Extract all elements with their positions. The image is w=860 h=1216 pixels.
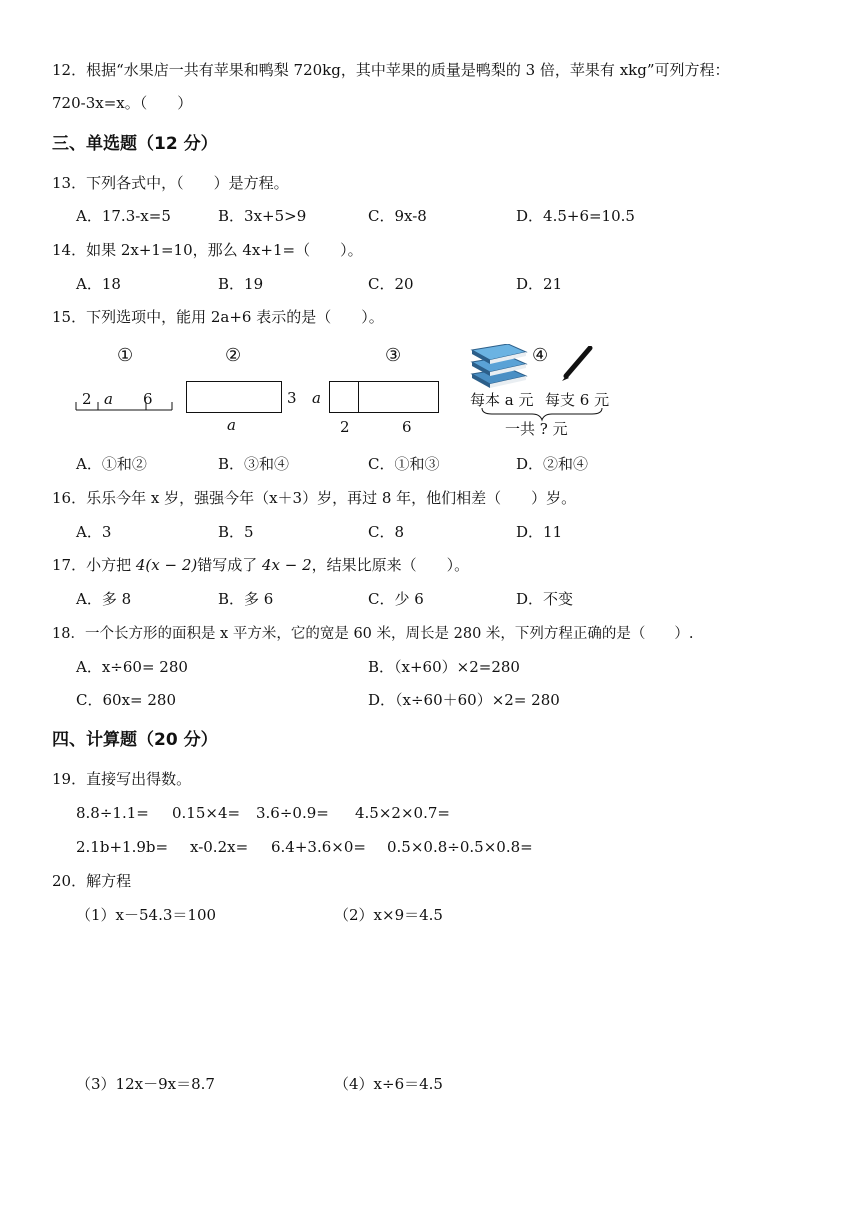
q13-stem: 13．下列各式中，（ ）是方程。: [52, 174, 289, 192]
figure3-large-rectangle: [358, 381, 439, 413]
figure2-rectangle: [186, 381, 282, 413]
q16-option-a[interactable]: A．3: [76, 523, 112, 541]
q14-option-c[interactable]: C．20: [368, 275, 414, 293]
figure1-label-a: a: [104, 390, 113, 408]
q16-option-b[interactable]: B．5: [218, 523, 254, 541]
q15-option-a[interactable]: A．①和②: [76, 455, 147, 473]
q14-option-b[interactable]: B．19: [218, 275, 264, 293]
q19-problem: 8.8÷1.1=: [76, 804, 149, 822]
figure3-label-2: 2: [340, 418, 350, 436]
q15-stem: 15．下列选项中，能用 2a+6 表示的是（ ）。: [52, 308, 384, 326]
q17-option-d[interactable]: D．不变: [516, 590, 574, 608]
figure3-number: ③: [385, 345, 402, 366]
q19-problem: 6.4+3.6×0=: [271, 838, 366, 856]
figure1-label-6: 6: [143, 390, 153, 408]
q20-equation-3: （3）12x－9x＝8.7: [76, 1075, 215, 1093]
q17-option-c[interactable]: C．少 6: [368, 590, 424, 608]
book-stack-icon: [468, 344, 532, 390]
figure4-book-price: 每本 a 元: [470, 391, 534, 409]
q18-option-b[interactable]: B．（x+60）×2=280: [368, 658, 520, 676]
figure4-total: 一共 ? 元: [505, 420, 568, 438]
figure1-label-2: 2: [82, 390, 92, 408]
q16-option-c[interactable]: C．8: [368, 523, 405, 541]
q19-problem: 0.15×4=: [172, 804, 241, 822]
figure4-pen-price: 每支 6 元: [545, 391, 610, 409]
q16-stem: 16．乐乐今年 x 岁，强强今年（x＋3）岁，再过 8 年，他们相差（ ）岁。: [52, 489, 577, 507]
q20-equation-4: （4）x÷6＝4.5: [334, 1075, 443, 1093]
q15-option-b[interactable]: B．③和④: [218, 455, 290, 473]
figure4-number: ④: [532, 345, 549, 366]
q19-problem: 2.1b+1.9b=: [76, 838, 169, 856]
q18-option-d[interactable]: D．（x÷60＋60）×2= 280: [368, 691, 560, 709]
figure1-number: ①: [117, 345, 134, 366]
q17-stem-part1: 17．小方把: [52, 556, 136, 574]
q17-expression-wrong: 4x − 2: [262, 556, 312, 574]
q19-problem: 4.5×2×0.7=: [355, 804, 450, 822]
q14-stem: 14．如果 2x+1=10，那么 4x+1=（ ）。: [52, 241, 363, 259]
pen-icon: [560, 346, 594, 382]
figure3-label-a: a: [312, 389, 321, 407]
q13-option-d[interactable]: D．4.5+6=10.5: [516, 207, 635, 225]
figure2-number: ②: [225, 345, 242, 366]
figure3-label-6: 6: [402, 418, 412, 436]
section4-title: 四、计算题（20 分）: [52, 730, 218, 750]
q13-option-a[interactable]: A．17.3-x=5: [76, 207, 171, 225]
q17-stem-part3: ，结果比原来（ ）。: [311, 556, 470, 574]
q13-option-c[interactable]: C．9x-8: [368, 207, 427, 225]
q12-line2: 720-3x=x。（ ）: [52, 94, 193, 112]
q12-line1: 12．根据“水果店一共有苹果和鸭梨 720kg，其中苹果的质量是鸭梨的 3 倍，苹果有 xkg”可列方程：: [52, 61, 730, 79]
q19-problem: 3.6÷0.9=: [256, 804, 329, 822]
section3-title: 三、单选题（12 分）: [52, 134, 218, 154]
q14-option-a[interactable]: A．18: [76, 275, 121, 293]
q18-option-a[interactable]: A．x÷60= 280: [76, 658, 188, 676]
q17-option-a[interactable]: A．多 8: [76, 590, 132, 608]
q14-option-d[interactable]: D．21: [516, 275, 563, 293]
q17-stem: [52, 555, 469, 575]
q18-option-c[interactable]: C．60x= 280: [76, 691, 176, 709]
q19-stem: 19．直接写出得数。: [52, 770, 192, 788]
q19-problem: x-0.2x=: [190, 838, 249, 856]
q16-option-d[interactable]: D．11: [516, 523, 563, 541]
q19-problem: 0.5×0.8÷0.5×0.8=: [387, 838, 533, 856]
q20-equation-1: （1）x－54.3＝100: [76, 906, 217, 924]
q17-option-b[interactable]: B．多 6: [218, 590, 274, 608]
q18-stem: 18．一个长方形的面积是 x 平方米，它的宽是 60 米，周长是 280 米，下列方程正确的是（ ）.: [52, 626, 694, 642]
figure2-label-3: 3: [287, 389, 297, 407]
q20-stem: 20．解方程: [52, 872, 132, 890]
q15-option-d[interactable]: D．②和④: [516, 455, 589, 473]
q17-stem-part2: 错写成了: [197, 556, 262, 574]
q20-equation-2: （2）x×9＝4.5: [334, 906, 443, 924]
q17-expression-original: 4(x − 2): [135, 556, 198, 574]
q13-option-b[interactable]: B．3x+5>9: [218, 207, 307, 225]
figure3-small-rectangle: [329, 381, 359, 413]
figure2-label-a: a: [227, 416, 236, 434]
q15-option-c[interactable]: C．①和③: [368, 455, 440, 473]
